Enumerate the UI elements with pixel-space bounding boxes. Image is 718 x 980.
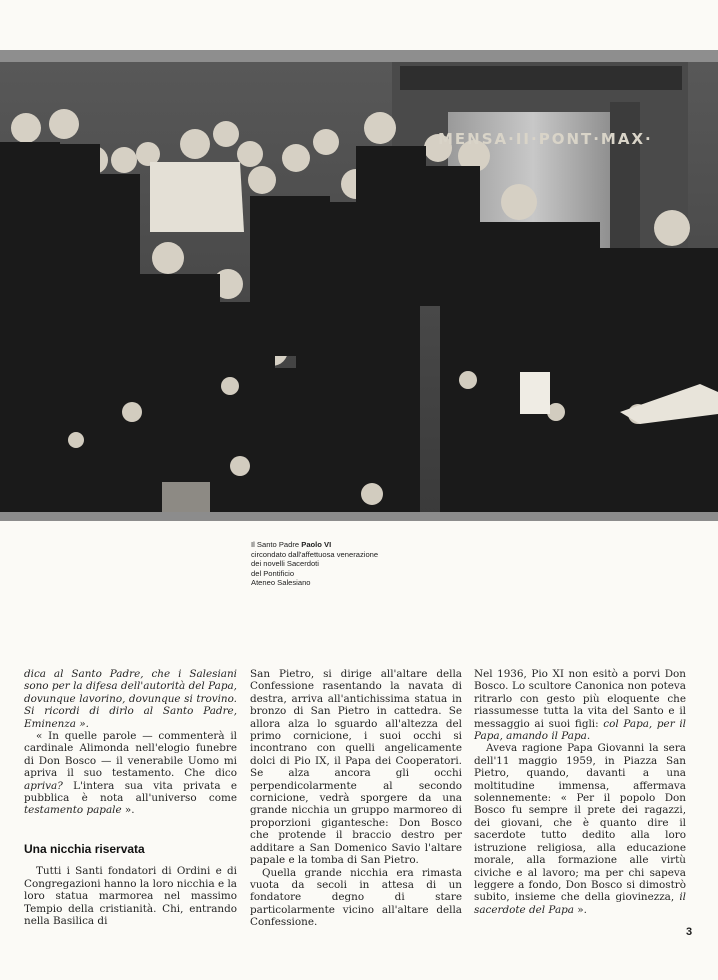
caption-pope-name: Paolo VI — [301, 540, 332, 549]
page-number: 3 — [686, 926, 693, 938]
text-column-1 — [24, 668, 237, 927]
text-column-3 — [474, 668, 686, 916]
bleed-through-shadow — [468, 548, 708, 656]
bottom-rule — [0, 512, 718, 521]
col1-p2-b: apriva? — [24, 779, 63, 792]
photo-caption — [251, 540, 451, 588]
col3-paragraph-1 — [474, 668, 686, 742]
col3-p1-text: Nel 1936, Pio XI non esitò a porvi Don Bosco. Lo scultore Canonica non poteva ritrarlo con gesto più eloquente che riassumesse tutta la vita del Santo e il messaggio ai suoi figli: — [474, 668, 686, 730]
col3-p2-text: Aveva ragione Papa Giovanni la sera dell'11 maggio 1959, in Piazza San Pietro, quando, davanti a una moltitudine immensa, affermava solennemente: « Per il popolo Don Bosco fu sempre il prete dei ragazzi, dei giovani, che è quanto dire il sacerdote tutto dedito alla loro istruzione religiosa, alla educazione morale, alla formazione alle virtù civiche e al lavoro; ma per chi sapeva leggere a fondo, Don Bosco si dimostrò subito, insieme che della giovinezza, — [474, 742, 686, 904]
col1-p2-a: « In quelle parole — commenterà il cardinale Alimonda nell'elogio funebre di Don Bosco — il venerabile Uomo mi apriva il suo testamento. Che dico — [24, 730, 237, 780]
caption-line-2: circondato dall'affettuosa venerazione — [251, 549, 379, 559]
col3-p2-end: ». — [574, 903, 587, 916]
caption-line-1-text: Il Santo Padre — [251, 540, 302, 549]
col3-p1-italic: col Papa, per il Papa, amando il Papa. — [474, 717, 686, 743]
top-rule — [0, 50, 718, 62]
group-photograph — [0, 62, 718, 520]
col3-p2-italic: il sacerdote del Papa — [474, 891, 686, 916]
col1-paragraph-3: Tutti i Santi fondatori di Ordini e di Congregazioni hanno la loro nicchia e la loro statua marmorea nel massimo Tempio della cristianità. Chi, entrando nella Basilica di — [24, 865, 237, 927]
caption-line-4: del Pontificio — [251, 568, 295, 578]
caption-line-3: dei novelli Sacerdoti — [251, 559, 319, 569]
doorway-inscription: MENSA·II·PONT·MAX· — [438, 130, 653, 148]
col1-paragraph-2 — [24, 730, 237, 817]
col1-p2-c: L'intera sua vita privata e pubblica è nota all'universo come — [24, 779, 237, 805]
col1-p2-e: ». — [121, 804, 135, 817]
col1-p2-d: testamento papale — [24, 804, 122, 817]
text-column-2 — [250, 668, 462, 929]
section-heading: Una nicchia riservata — [24, 841, 145, 856]
col2-paragraph-2: Quella grande nicchia era rimasta vuota da secoli in attesa di un fondatore degno di stare particolarmente vicino all'altare della Confessione. — [250, 866, 462, 929]
caption-line-5: Ateneo Salesiano — [251, 578, 311, 588]
col1-paragraph-1: dica al Santo Padre, che i Salesiani sono per la difesa dell'autorità del Papa, dovunque lavorino, dovunque si trovino. Si ricordi di dirlo al Santo Padre, Eminenza ». — [24, 668, 237, 730]
col3-paragraph-2 — [474, 742, 686, 916]
col2-paragraph-1: San Pietro, si dirige all'altare della Confessione rasentando la navata di destra, arriva all'antichissima statua in bronzo di San Pietro in cattedra. Se allora alza lo sguardo all'altezza del primo cornicione, i suoi occhi si incontrano con quelli angelicamente dolci di Pio IX, il Papa dei Cooperatori. Se alza ancora gli occhi perpendicolarmente al secondo cornicione, vedrà sporgere da una grande nicchia un gruppo marmoreo di proporzioni gigantesche: Don Bosco che protende il braccio destro per additare a San Domenico Savio l'altare papale e la tomba di San Pietro. — [250, 668, 462, 867]
caption-line-1 — [251, 540, 451, 550]
